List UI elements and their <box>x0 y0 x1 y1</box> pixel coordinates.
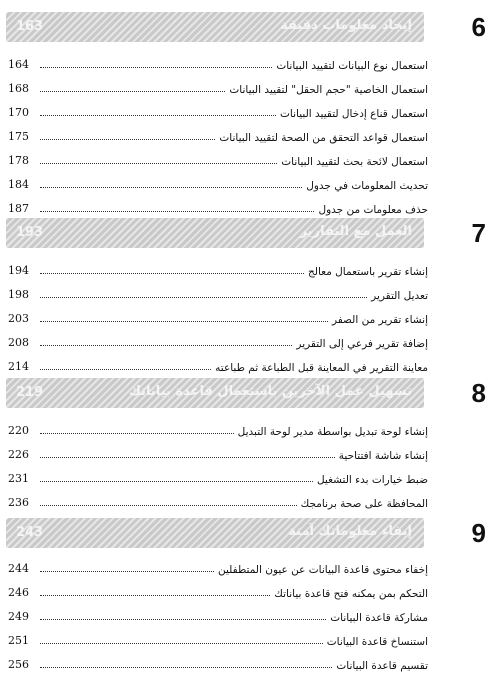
entry-page: 168 <box>8 82 29 95</box>
entry-title: تعديل التقرير <box>371 290 428 302</box>
entry-title: إضافة تقرير فرعي إلى التقرير <box>296 338 428 350</box>
entry-title: إنشاء شاشة افتتاحية <box>338 450 428 462</box>
toc-entry[interactable] <box>8 50 428 74</box>
chapter-page: 243 <box>16 525 44 540</box>
entry-title: استعمال قناع إدخال لتقييد البيانات <box>280 108 428 120</box>
entry-page: 251 <box>8 634 29 647</box>
dot-leader <box>40 504 297 506</box>
entry-page: 244 <box>8 562 29 575</box>
entry-title: استعمال قواعد التحقق من الصحة لتقييد البيانات <box>219 132 428 144</box>
toc-entry[interactable] <box>8 554 428 578</box>
chapter-title: تسهيل عمل الآخرين باستعمال قاعدة بياناتك <box>129 384 412 399</box>
entry-page: 208 <box>8 336 29 349</box>
toc-entry[interactable] <box>8 98 428 122</box>
entry-page: 214 <box>8 360 29 373</box>
chapter-page: 163 <box>16 19 44 34</box>
entry-title: استنساخ قاعدة البيانات <box>326 636 428 648</box>
entry-title: التحكم بمن يمكنه فتح قاعدة بياناتك <box>274 588 428 600</box>
chapter-banner <box>6 218 424 248</box>
entry-title: حذف معلومات من جدول <box>318 204 428 216</box>
chapter-title: العمل مع التقارير <box>299 224 412 239</box>
entry-page: 220 <box>8 424 29 437</box>
toc-entry[interactable] <box>8 170 428 194</box>
entry-page: 194 <box>8 264 29 277</box>
entry-title: المحافظة على صحة برنامجك <box>300 498 428 510</box>
entry-page: 175 <box>8 130 29 143</box>
entry-page: 231 <box>8 472 29 485</box>
toc-entry[interactable] <box>8 328 428 352</box>
chapter-number: 6 <box>471 12 486 42</box>
dot-leader <box>40 480 313 482</box>
dot-leader <box>40 368 211 370</box>
toc-entry[interactable] <box>8 122 428 146</box>
toc-entry[interactable] <box>8 304 428 328</box>
chapter-banner <box>6 518 424 548</box>
entry-title: تقسيم قاعدة البيانات <box>336 660 428 672</box>
entry-page: 256 <box>8 658 29 671</box>
chapter-banner <box>6 12 424 42</box>
toc-entry[interactable] <box>8 464 428 488</box>
toc-entry[interactable] <box>8 578 428 602</box>
entry-page: 249 <box>8 610 29 623</box>
dot-leader <box>40 296 367 298</box>
toc-entry[interactable] <box>8 650 428 674</box>
toc-entry[interactable] <box>8 256 428 280</box>
entry-page: 198 <box>8 288 29 301</box>
dot-leader <box>40 186 302 188</box>
toc-entry[interactable] <box>8 352 428 376</box>
entry-page: 178 <box>8 154 29 167</box>
dot-leader <box>40 162 277 164</box>
chapter-number: 7 <box>471 218 486 248</box>
chapter-page: 193 <box>16 225 44 240</box>
dot-leader <box>40 320 328 322</box>
dot-leader <box>40 666 332 668</box>
dot-leader <box>40 272 304 274</box>
entry-title: استعمال لائحة بحث لتقييد البيانات <box>281 156 428 168</box>
dot-leader <box>40 138 215 140</box>
dot-leader <box>40 642 323 644</box>
entry-title: إنشاء لوحة تبديل بواسطة مدير لوحة التبديل <box>237 426 428 438</box>
entry-page: 187 <box>8 202 29 215</box>
entry-title: مشاركة قاعدة البيانات <box>330 612 428 624</box>
entry-title: معاينة التقرير في المعاينة قبل الطباعة ثم طباعته <box>215 362 428 374</box>
dot-leader <box>40 432 234 434</box>
toc-entry[interactable] <box>8 194 428 218</box>
toc-entry[interactable] <box>8 280 428 304</box>
toc-entry[interactable] <box>8 626 428 650</box>
entry-page: 164 <box>8 58 29 71</box>
entry-title: إخفاء محتوى قاعدة البيانات عن عيون المتطفلين <box>218 564 428 576</box>
dot-leader <box>40 618 326 620</box>
chapter-number: 9 <box>471 518 486 548</box>
toc-entry[interactable] <box>8 602 428 626</box>
toc-entry[interactable] <box>8 146 428 170</box>
entry-title: ضبط خيارات بدء التشغيل <box>316 474 428 486</box>
toc-entry[interactable] <box>8 74 428 98</box>
dot-leader <box>40 210 314 212</box>
dot-leader <box>40 90 225 92</box>
toc-entry[interactable] <box>8 440 428 464</box>
entry-title: تحديث المعلومات في جدول <box>306 180 428 192</box>
entry-page: 203 <box>8 312 29 325</box>
chapter-title: إبقاء معلوماتك آمنة <box>288 524 412 539</box>
chapter-title: إيجاد معلومات دقيقة <box>280 18 412 33</box>
entry-title: إنشاء تقرير باستعمال معالج <box>307 266 428 278</box>
entry-page: 184 <box>8 178 29 191</box>
chapter-page: 219 <box>16 385 44 400</box>
entry-title: استعمال الخاصية "حجم الحقل" لتقييد البيانات <box>229 84 428 96</box>
dot-leader <box>40 570 214 572</box>
chapter-number: 8 <box>471 378 486 408</box>
dot-leader <box>40 66 272 68</box>
entry-title: استعمال نوع البيانات لتقييد البيانات <box>276 60 428 72</box>
dot-leader <box>40 344 292 346</box>
entry-page: 170 <box>8 106 29 119</box>
entry-page: 236 <box>8 496 29 509</box>
dot-leader <box>40 114 276 116</box>
entry-page: 226 <box>8 448 29 461</box>
toc-entry[interactable] <box>8 416 428 440</box>
chapter-banner <box>6 378 424 408</box>
dot-leader <box>40 456 335 458</box>
dot-leader <box>40 594 270 596</box>
toc-entry[interactable] <box>8 488 428 512</box>
entry-page: 246 <box>8 586 29 599</box>
entry-title: إنشاء تقرير من الصفر <box>331 314 428 326</box>
